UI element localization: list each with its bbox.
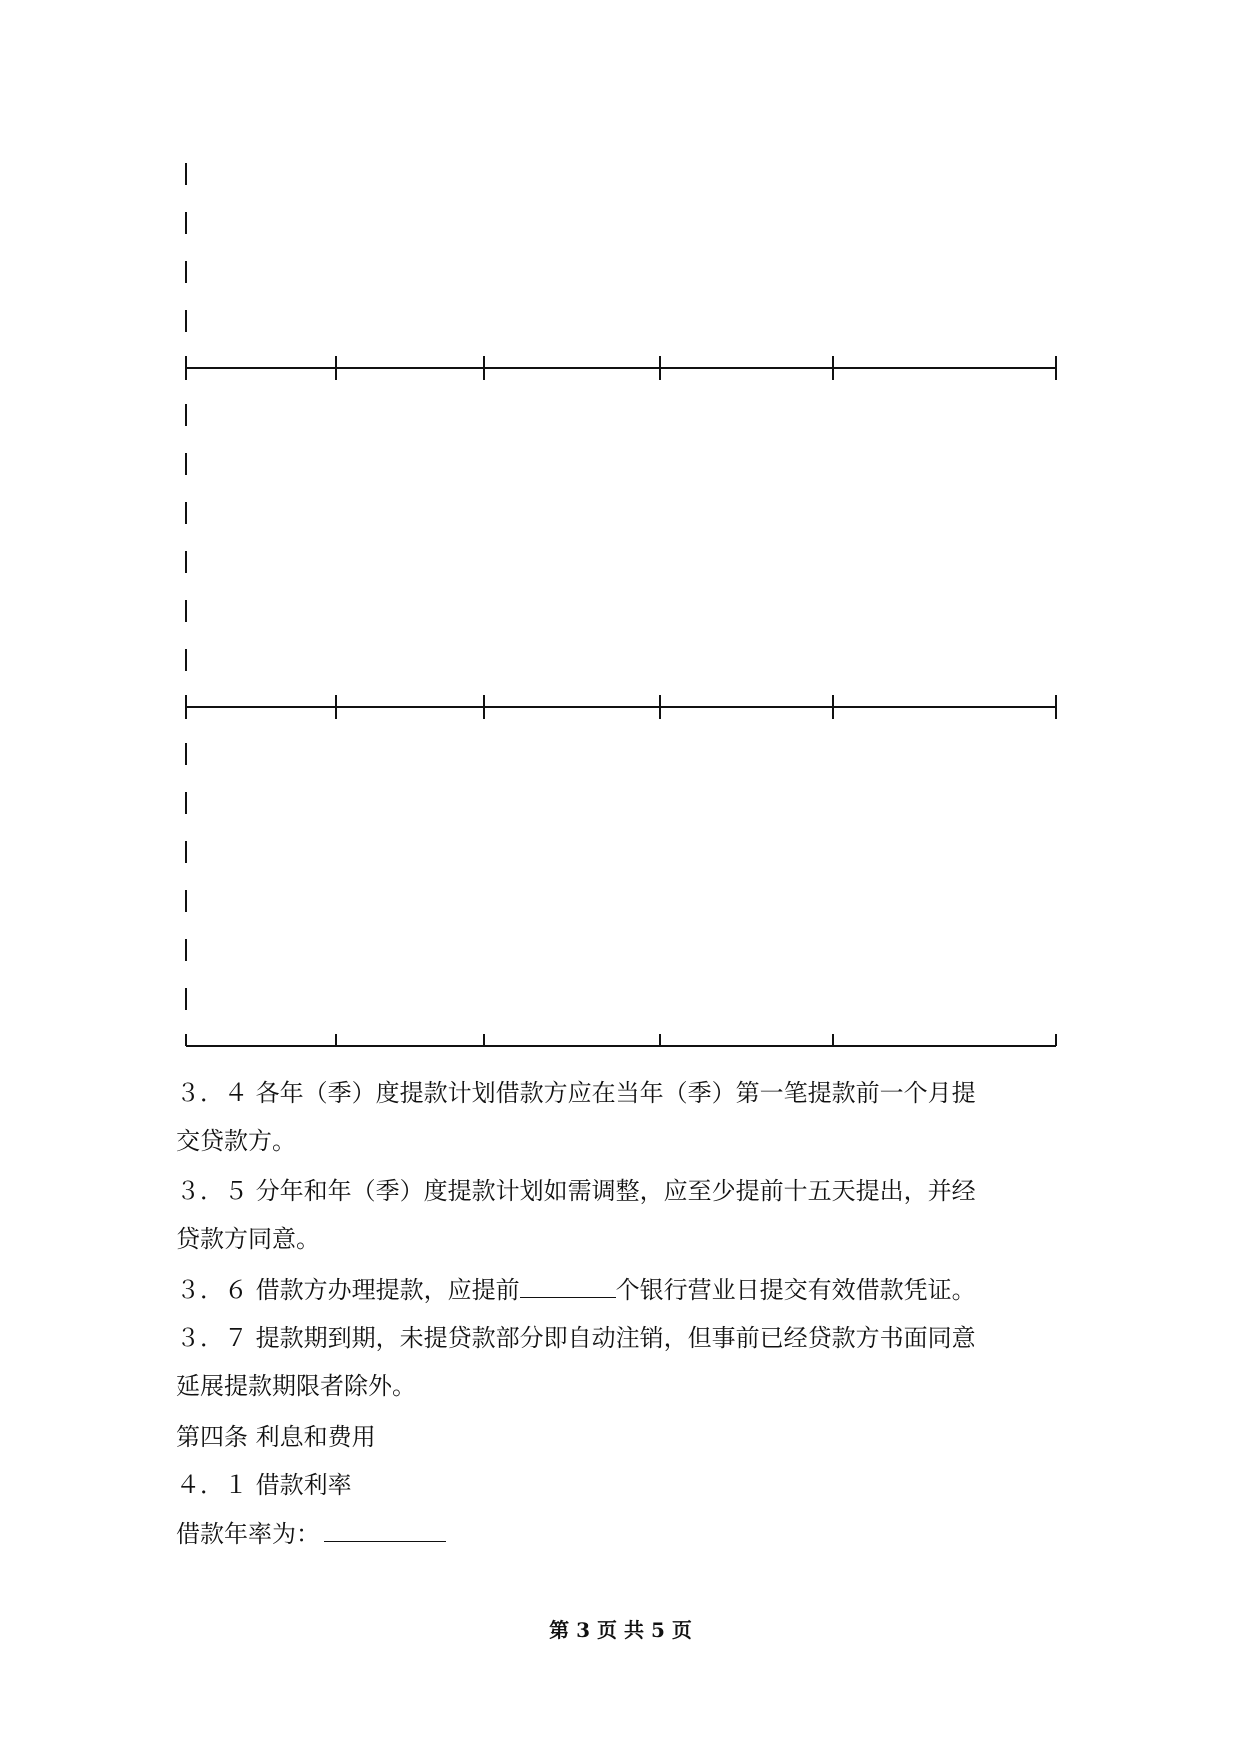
clause-line: ３．４ 各年（季）度提款计划借款方应在当年（季）第一笔提款前一个月提 (176, 1079, 976, 1107)
clause-3-5 (176, 1175, 976, 1271)
clause-line: 延展提款期限者除外。 (176, 1372, 416, 1400)
clause-line: 交贷款方。 (176, 1127, 296, 1155)
clause-text: ３．６ 借款方办理提款，应提前 (176, 1276, 520, 1304)
clause-3-7 (176, 1322, 976, 1418)
clause-line: 贷款方同意。 (176, 1225, 320, 1253)
clause-text: 个银行营业日提交有效借款凭证。 (615, 1276, 976, 1304)
interest-rate-line (176, 1518, 446, 1550)
clause-text: 借款年率为： (176, 1520, 320, 1548)
clause-3-6 (176, 1274, 976, 1306)
clause-line: ３．５ 分年和年（季）度提款计划如需调整，应至少提前十五天提出，并经 (176, 1177, 976, 1205)
clause-line: ３．７ 提款期到期，未提贷款部分即自动注销，但事前已经贷款方书面同意 (176, 1324, 976, 1352)
page-footer: 第 3 页 共 5 页 (549, 1618, 692, 1642)
clause-3-4 (176, 1077, 976, 1173)
article-4-heading (176, 1421, 376, 1453)
rate-blank (324, 1519, 446, 1542)
clause-text: ４．１ 借款利率 (176, 1471, 352, 1499)
clause-4-1 (176, 1469, 352, 1501)
days-blank (520, 1275, 616, 1298)
heading-text: 第四条 利息和费用 (176, 1423, 376, 1451)
